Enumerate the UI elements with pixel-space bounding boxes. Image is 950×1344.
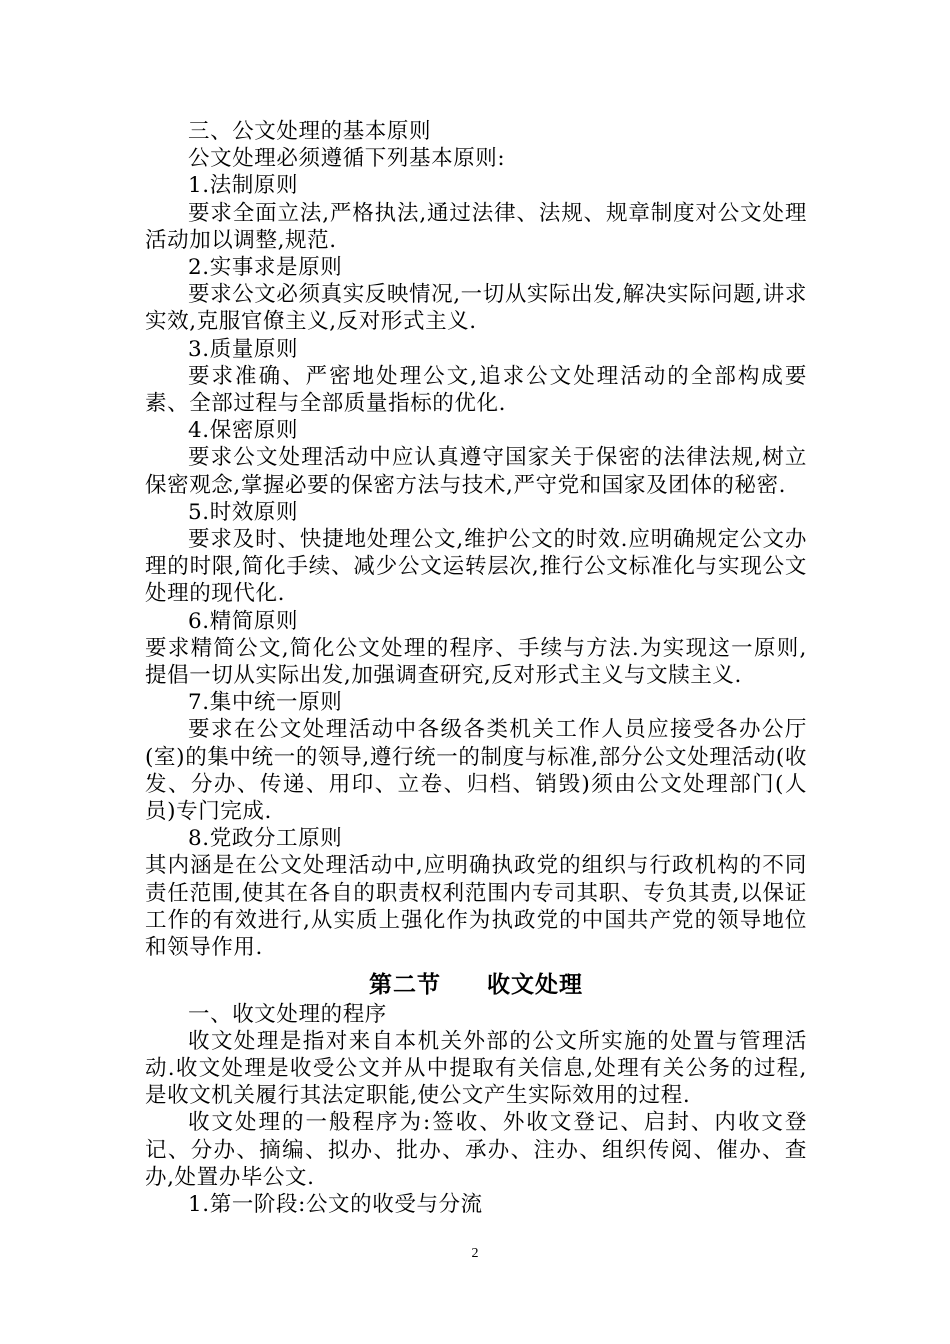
document-body	[145, 118, 807, 1218]
principle-8-text: 其内涵是在公文处理活动中,应明确执政党的组织与行政机构的不同责任范围,使其在各自的职责权利范围内专司其职、专负其责,以保证工作的有效进行,从实质上强化作为执政党的中国共产党的领导地位和领导作用.	[145, 853, 807, 961]
principle-6-text: 要求精简公文,简化公文处理的程序、手续与方法.为实现这一原则,提倡一切从实际出发,加强调查研究,反对形式主义与文牍主义.	[145, 635, 807, 689]
principle-7-text: 要求在公文处理活动中各级各类机关工作人员应接受各办公厅(室)的集中统一的领导,遵行统一的制度与标准,部分公文处理活动(收发、分办、传递、用印、立卷、归档、销毁)须由公文处理部门(人员)专门完成.	[145, 717, 807, 825]
principle-5-title: 5.时效原则	[188, 499, 299, 525]
sub-heading-procedure: 一、收文处理的程序	[188, 1001, 387, 1027]
principle-3-text: 要求准确、严密地处理公文,追求公文处理活动的全部构成要素、全部过程与全部质量指标的优化.	[145, 363, 807, 417]
principle-4-text: 要求公文处理活动中应认真遵守国家关于保密的法律法规,树立保密观念,掌握必要的保密方法与技术,严守党和国家及团体的秘密.	[145, 445, 807, 498]
principle-5-text: 要求及时、快捷地处理公文,维护公文的时效.应明确规定公文办理的时限,简化手续、减少公文运转层次,推行公文标准化与实现公文处理的现代化.	[145, 527, 807, 607]
principle-1-title: 1.法制原则	[188, 173, 299, 199]
receipt-procedure-paragraph: 收文处理的一般程序为:签收、外收文登记、启封、内收文登记、分办、摘编、拟办、批办、承办、注办、组织传阅、催办、查办,处置办毕公文.	[145, 1110, 807, 1190]
principle-4-title: 4.保密原则	[188, 418, 299, 444]
principle-3-title: 3.质量原则	[188, 336, 299, 362]
page-number: 2	[471, 1246, 479, 1261]
section-number: 第二节	[369, 971, 441, 999]
principle-7-title: 7.集中统一原则	[188, 690, 343, 716]
principle-8-title: 8.党政分工原则	[188, 826, 343, 852]
intro-line: 公文处理必须遵循下列基本原则:	[188, 146, 506, 172]
principle-2-title: 2.实事求是原则	[188, 255, 343, 281]
section-title	[145, 971, 807, 998]
section-name: 收文处理	[487, 971, 583, 999]
principle-6-title: 6.精简原则	[188, 608, 299, 634]
receipt-definition-paragraph: 收文处理是指对来自本机关外部的公文所实施的处置与管理活动.收文处理是收受公文并从中提取有关信息,处理有关公务的过程,是收文机关履行其法定职能,使公文产生实际效用的过程.	[145, 1028, 807, 1109]
principle-1-text: 要求全面立法,严格执法,通过法律、法规、规章制度对公文处理活动加以调整,规范.	[145, 200, 807, 253]
principle-2-text: 要求公文必须真实反映情况,一切从实际出发,解决实际问题,讲求实效,克服官僚主义,反对形式主义.	[145, 282, 808, 335]
heading-basic-principles: 三、公文处理的基本原则	[188, 119, 432, 144]
stage-1-heading: 1.第一阶段:公文的收受与分流	[188, 1191, 483, 1217]
